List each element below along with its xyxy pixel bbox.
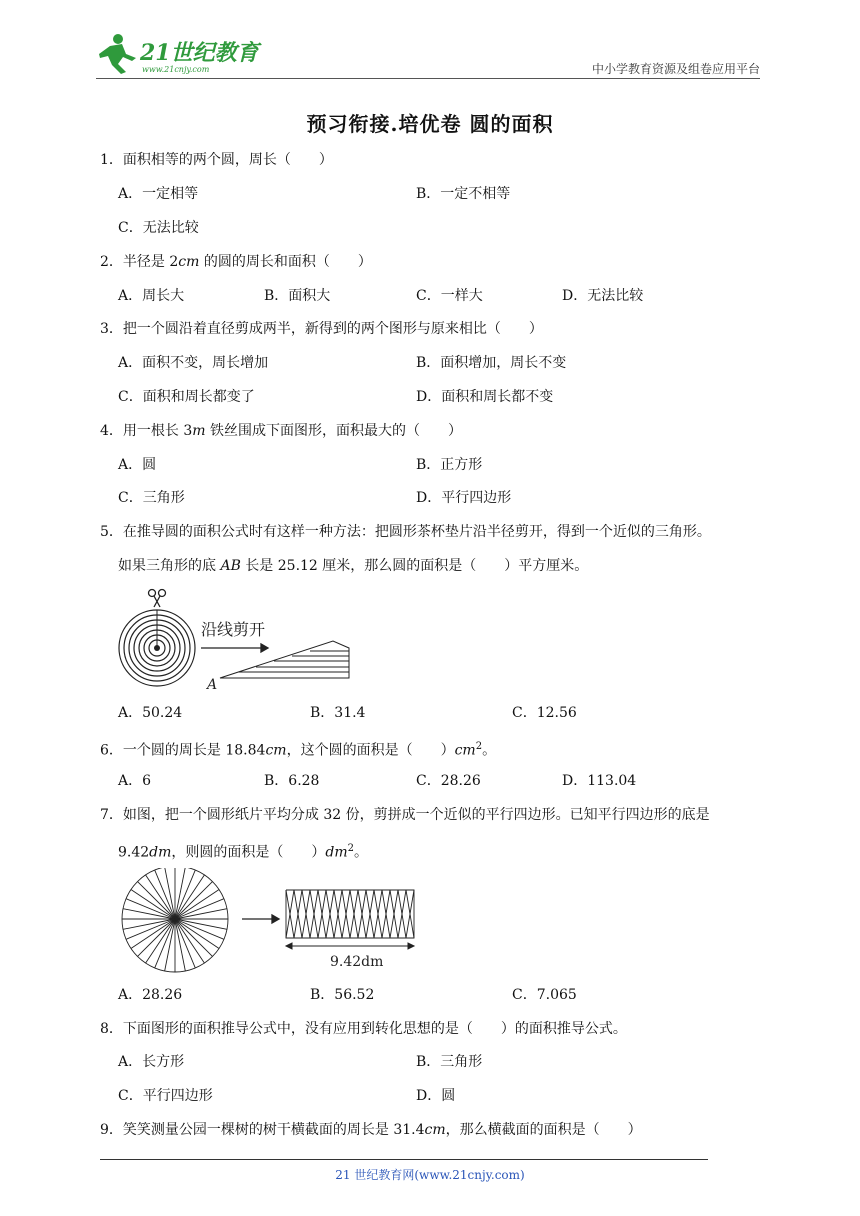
scissors-icon	[149, 590, 166, 608]
arrow-icon	[201, 644, 268, 652]
figure-label-base: 9.42dm	[330, 954, 384, 970]
sector-line	[175, 882, 212, 919]
q6-option-a[interactable]: A．6	[118, 773, 152, 789]
q6-option-d[interactable]: D．113.04	[562, 773, 637, 789]
dimension-line	[286, 943, 414, 949]
q8-option-b[interactable]: B．三角形	[416, 1054, 483, 1070]
q3-option-c[interactable]: C．面积和周长都变了	[118, 389, 255, 405]
point-label-a: A	[207, 677, 218, 693]
logo	[96, 30, 266, 78]
sector-line	[138, 919, 175, 956]
question-2: 2．半径是 2cm 的圆的周长和面积（ ）	[100, 254, 372, 270]
question-4: 4．用一根长 3m 铁丝围成下面图形，面积最大的（ ）	[100, 423, 463, 439]
footer-divider	[100, 1159, 708, 1160]
platform-name: 中小学教育资源及组卷应用平台	[591, 62, 760, 76]
question-5-line2: 如果三角形的底 AB 长是 25.12 厘米，那么圆的面积是（ ）平方厘米。	[118, 558, 589, 574]
logo-url: www.21cnjy.com	[142, 65, 210, 74]
q6-option-c[interactable]: C．28.26	[416, 773, 481, 789]
q5-figure	[115, 585, 355, 695]
footer-text: 21 世纪教育网(www.21cnjy.com)	[335, 1168, 525, 1182]
parallelogram-strips	[286, 890, 414, 938]
sector-line	[175, 919, 212, 956]
question-3: 3．把一个圆沿着直径剪成两半，新得到的两个图形与原来相比（ ）	[100, 321, 543, 337]
q6-option-b[interactable]: B．6.28	[264, 773, 320, 789]
q4-option-a[interactable]: A．圆	[118, 457, 157, 473]
zigzag-sectors	[286, 890, 414, 938]
question-9: 9．笑笑测量公园一棵树的树干横截面的周长是 31.4cm，那么横截面的面积是（ ）	[100, 1122, 642, 1138]
q7-option-b[interactable]: B．56.52	[310, 987, 375, 1003]
sector-line	[138, 882, 175, 919]
q1-option-c[interactable]: C．无法比较	[118, 220, 199, 236]
q7-option-a[interactable]: A．28.26	[118, 987, 183, 1003]
q2-option-b[interactable]: B．面积大	[264, 288, 331, 304]
zigzag-sectors	[286, 890, 414, 938]
question-7-line1: 7．如图，把一个圆形纸片平均分成 32 份，剪拼成一个近似的平行四边形。已知平行四边形的底是	[100, 807, 710, 823]
question-7-line2: 9.42dm，则圆的面积是（ ）$dm^2$。	[118, 843, 369, 861]
q5-option-a[interactable]: A．50.24	[118, 705, 183, 721]
question-6: 6．一个圆的周长是 18.84cm，这个圆的面积是（ ）$cm^2$。	[100, 741, 497, 759]
q7-option-c[interactable]: C．7.065	[512, 987, 577, 1003]
question-5-line1: 5．在推导圆的面积公式时有这样一种方法：把圆形茶杯垫片沿半径剪开，得到一个近似的三角形。	[100, 524, 711, 540]
q4-option-d[interactable]: D．平行四边形	[416, 490, 512, 506]
question-8: 8．下面图形的面积推导公式中，没有应用到转化思想的是（ ）的面积推导公式。	[100, 1021, 627, 1037]
page-title: 预习衔接.培优卷 圆的面积	[306, 112, 554, 136]
q5-option-b[interactable]: B．31.4	[310, 705, 366, 721]
q8-option-c[interactable]: C．平行四边形	[118, 1088, 213, 1104]
q1-option-b[interactable]: B．一定不相等	[416, 186, 511, 202]
q2-option-c[interactable]: C．一样大	[416, 288, 483, 304]
q4-option-b[interactable]: B．正方形	[416, 457, 483, 473]
sector-circle	[122, 868, 228, 972]
q8-option-a[interactable]: A．长方形	[118, 1054, 185, 1070]
q8-option-d[interactable]: D．圆	[416, 1088, 456, 1104]
q2-option-d[interactable]: D．无法比较	[562, 288, 644, 304]
q1-option-a[interactable]: A．一定相等	[118, 186, 199, 202]
q2-option-a[interactable]: A．周长大	[118, 288, 185, 304]
q3-option-d[interactable]: D．面积和周长都不变	[416, 389, 554, 405]
q3-option-a[interactable]: A．面积不变，周长增加	[118, 355, 269, 371]
figure-label-cut: 沿线剪开	[201, 620, 266, 639]
triangle-strips	[220, 641, 349, 678]
q4-option-c[interactable]: C．三角形	[118, 490, 185, 506]
q5-option-c[interactable]: C．12.56	[512, 705, 577, 721]
q3-option-b[interactable]: B．面积增加，周长不变	[416, 355, 567, 371]
logo-text: 21世纪教育	[140, 40, 259, 66]
question-1: 1．面积相等的两个圆，周长（ ）	[100, 152, 333, 168]
arrow-icon	[242, 915, 279, 923]
header-divider	[96, 78, 760, 79]
q7-figure	[118, 868, 418, 978]
